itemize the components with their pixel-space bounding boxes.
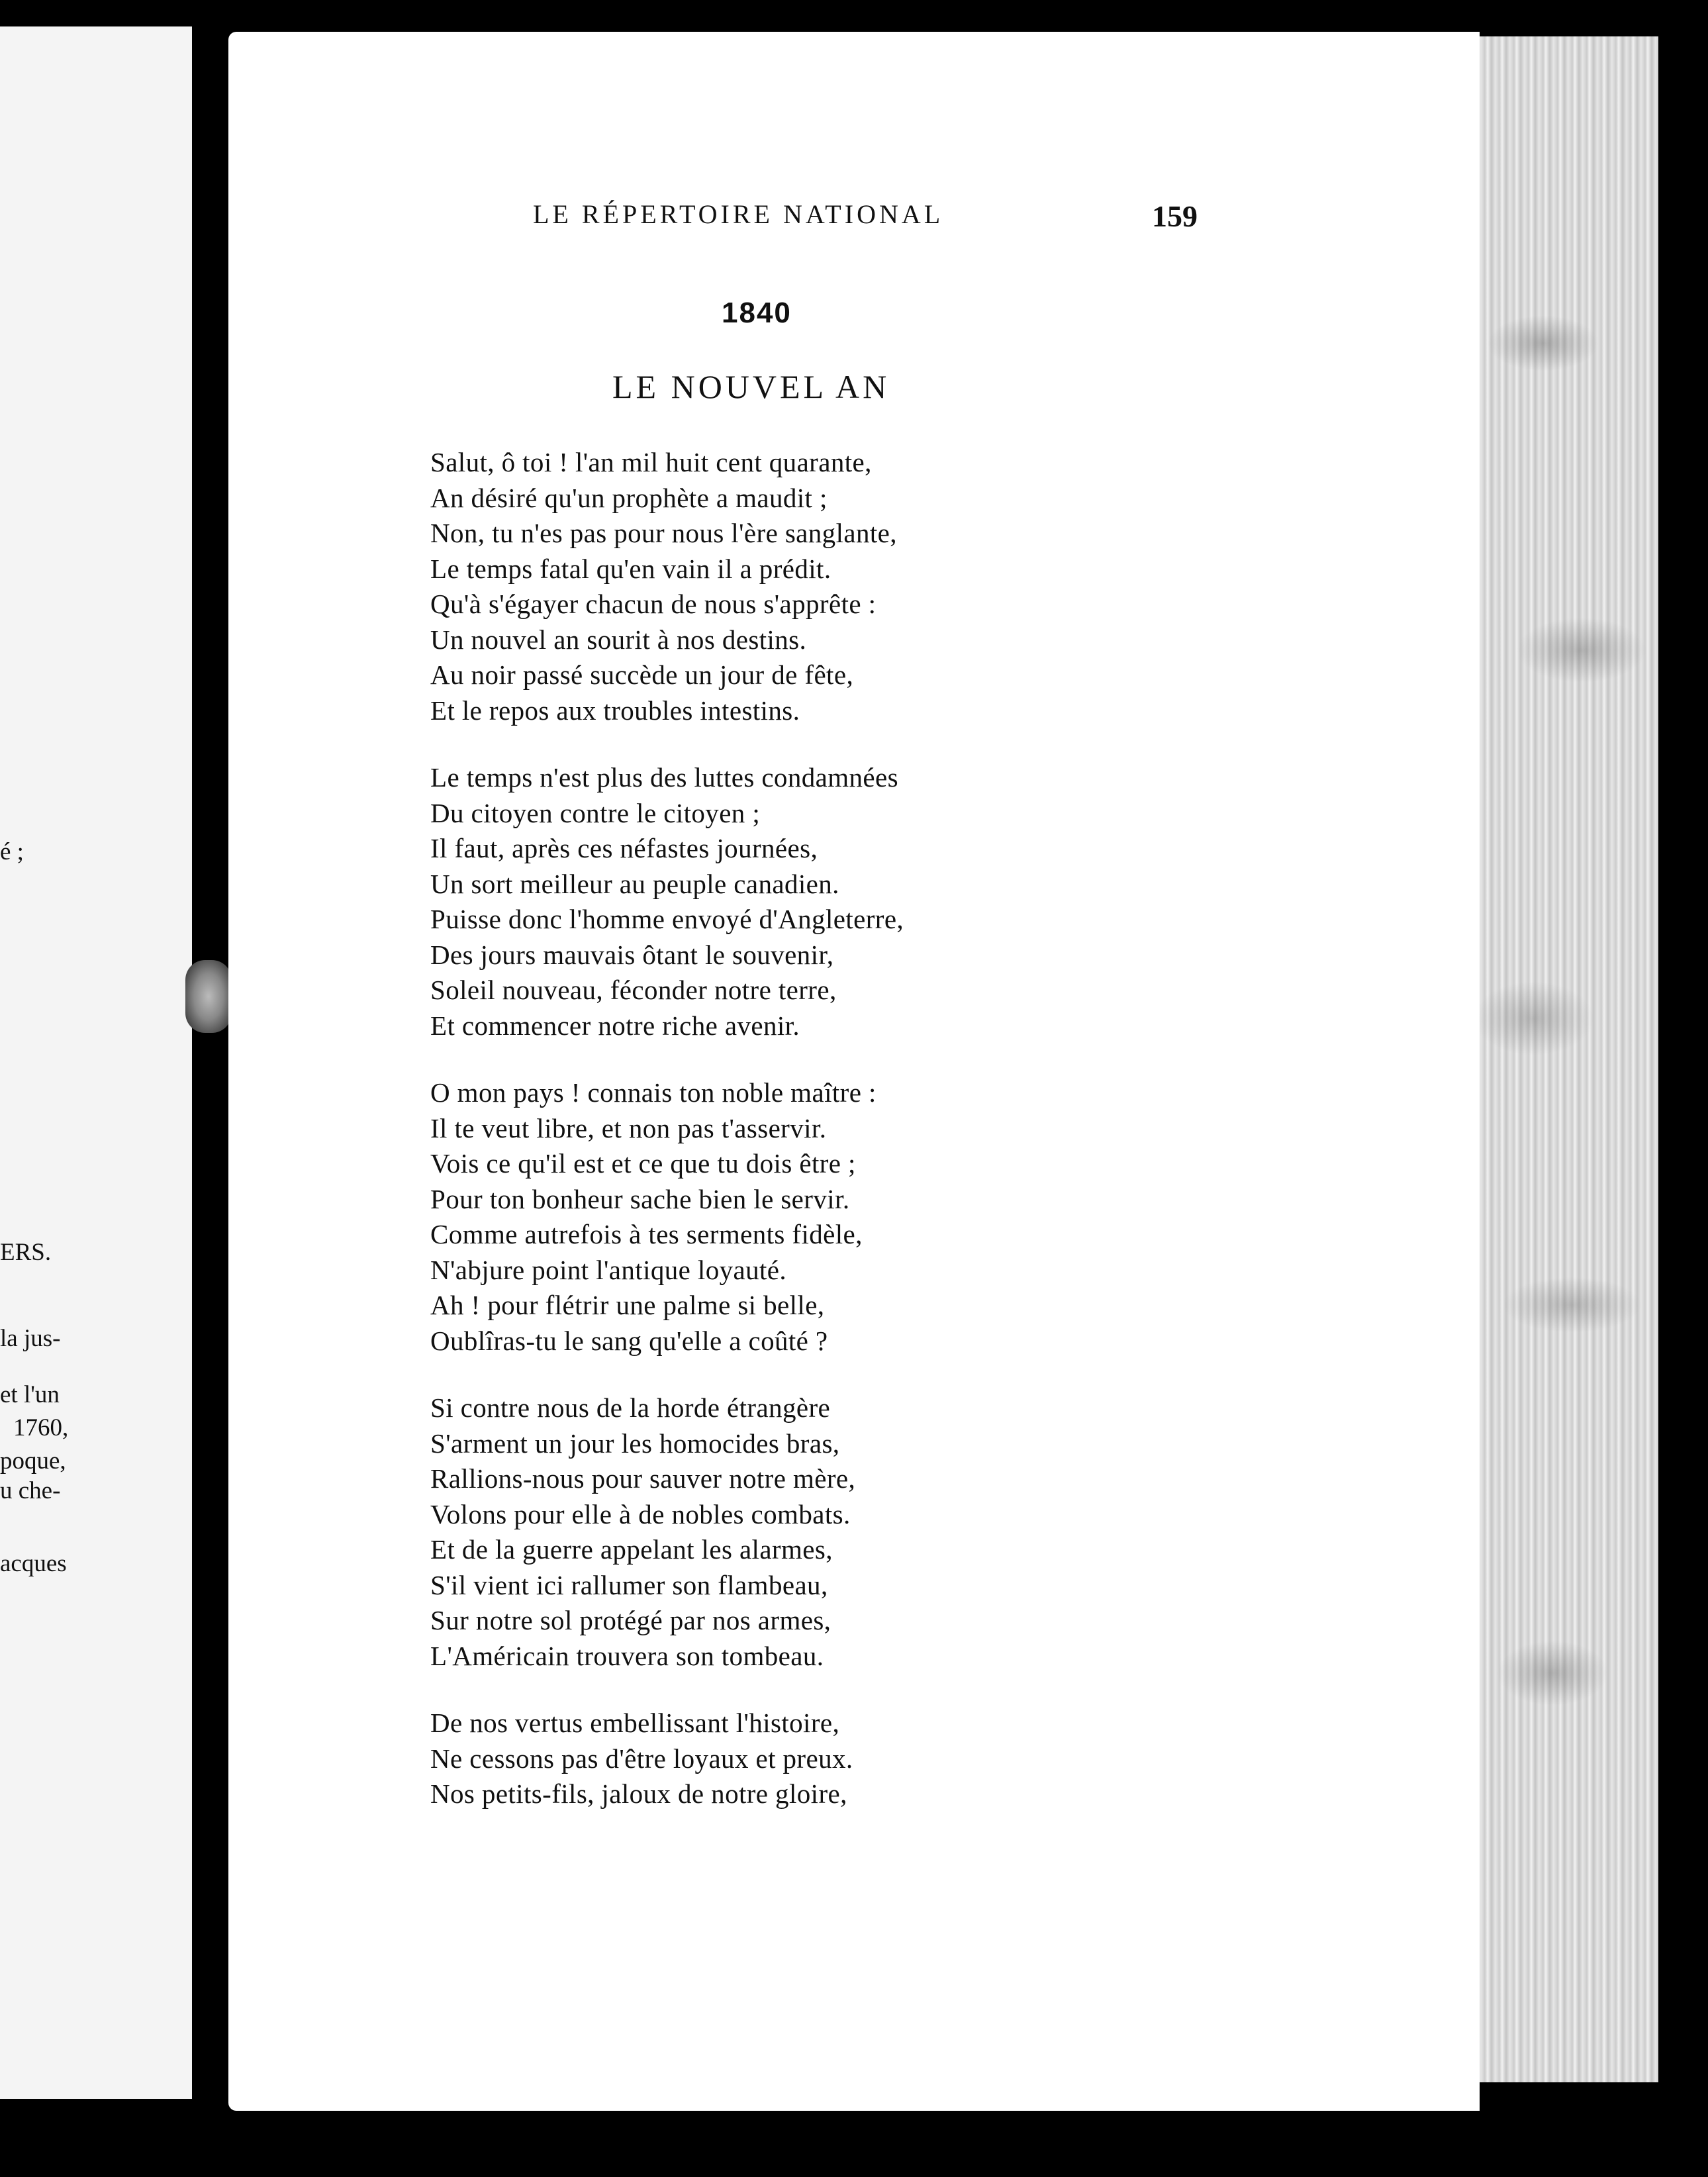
binding-tuft (185, 960, 232, 1033)
left-page-fragment: poque, (0, 1447, 66, 1475)
verse-line: Il te veut libre, et non pas t'asservir. (430, 1112, 827, 1143)
stanza (430, 1075, 1092, 1359)
verse-line: O mon pays ! connais ton noble maître : (430, 1077, 877, 1108)
poem-title: LE NOUVEL AN (612, 368, 890, 405)
verse-line: Non, tu n'es pas pour nous l'ère sanglante, (430, 518, 897, 548)
verse-line: Ne cessons pas d'être loyaux et preux. (430, 1743, 853, 1774)
verse-line: Salut, ô toi ! l'an mil huit cent quarante, (430, 447, 872, 477)
stanza (430, 760, 1092, 1043)
verse-line: Vois ce qu'il est et ce que tu dois être ; (430, 1148, 856, 1179)
verse-line: Un nouvel an sourit à nos destins. (430, 624, 807, 655)
verse-line: De nos vertus embellissant l'histoire, (430, 1708, 840, 1738)
page-edges-marbling (1466, 36, 1658, 2082)
verse-line: L'Américain trouvera son tombeau. (430, 1640, 824, 1671)
left-page-fragment: ERS. (0, 1239, 52, 1266)
verse-line: Pour ton bonheur sache bien le servir. (430, 1183, 850, 1214)
left-page-fragment: 1760, (13, 1414, 69, 1441)
verse-line: Des jours mauvais ôtant le souvenir, (430, 939, 834, 970)
verse-line: Oublîras-tu le sang qu'elle a coûté ? (430, 1325, 828, 1356)
verse-line: Du citoyen contre le citoyen ; (430, 797, 761, 828)
verse-line: S'arment un jour les homocides bras, (430, 1427, 840, 1459)
verse-line: Le temps n'est plus des luttes condamnées (430, 762, 898, 793)
stanza (430, 1706, 1092, 1812)
verse-line: Rallions-nous pour sauver notre mère, (430, 1463, 856, 1494)
verse-line: Puisse donc l'homme envoyé d'Angleterre, (430, 904, 904, 934)
verse-line: Volons pour elle à de nobles combats. (430, 1498, 851, 1529)
verse-line: Soleil nouveau, féconder notre terre, (430, 975, 837, 1005)
verse-line: Et commencer notre riche avenir. (430, 1010, 800, 1041)
verse-line: An désiré qu'un prophète a maudit ; (430, 482, 828, 513)
poem-body (430, 445, 1092, 1844)
page-number: 159 (1152, 199, 1198, 233)
verse-line: Il faut, après ces néfastes journées, (430, 833, 818, 863)
verse-line: Et de la guerre appelant les alarmes, (430, 1534, 833, 1565)
stanza (430, 445, 1092, 728)
verse-line: Qu'à s'égayer chacun de nous s'apprête : (430, 589, 877, 619)
verse-line: S'il vient ici rallumer son flambeau, (430, 1569, 828, 1600)
verse-line: Nos petits-fils, jaloux de notre gloire, (430, 1778, 847, 1809)
left-page-fragment: u che- (0, 1477, 61, 1504)
verse-line: N'abjure point l'antique loyauté. (430, 1254, 787, 1285)
stanza (430, 1390, 1092, 1674)
verse-line: Et le repos aux troubles intestins. (430, 695, 800, 726)
verse-line: Sur notre sol protégé par nos armes, (430, 1605, 831, 1635)
left-facing-page (0, 26, 192, 2099)
left-page-fragment: et l'un (0, 1381, 60, 1408)
verse-line: Un sort meilleur au peuple canadien. (430, 868, 839, 899)
left-page-fragment: é ; (0, 838, 24, 865)
verse-line: Comme autrefois à tes serments fidèle, (430, 1219, 863, 1249)
verse-line: Ah ! pour flétrir une palme si belle, (430, 1290, 825, 1320)
left-page-fragment: la jus- (0, 1325, 61, 1352)
poem-year: 1840 (722, 297, 792, 329)
verse-line: Le temps fatal qu'en vain il a prédit. (430, 553, 831, 584)
running-head: LE RÉPERTOIRE NATIONAL (533, 199, 944, 229)
verse-line: Si contre nous de la horde étrangère (430, 1392, 831, 1423)
verse-line: Au noir passé succède un jour de fête, (430, 659, 854, 690)
left-page-fragment: acques (0, 1550, 67, 1577)
